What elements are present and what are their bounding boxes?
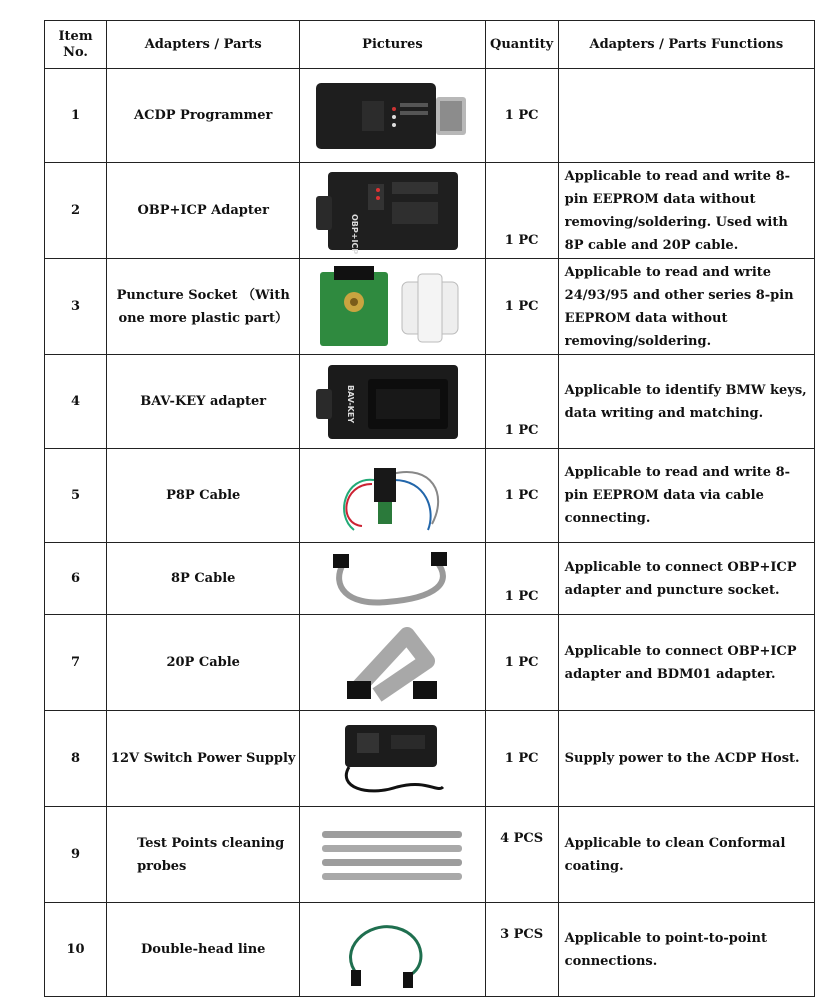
function-text: Applicable to connect OBP+ICP adapter and puncture socket.	[558, 543, 814, 615]
part-name: 12V Switch Power Supply	[107, 711, 300, 807]
quantity: 4 PCS	[485, 807, 558, 903]
part-name: Puncture Socket （With one more plastic part）	[107, 259, 300, 355]
item-number: 8	[45, 711, 107, 807]
item-number: 10	[45, 903, 107, 997]
header-quantity: Quantity	[485, 21, 558, 69]
part-name: 8P Cable	[107, 543, 300, 615]
obp-icp-adapter-image	[312, 168, 472, 254]
function-text: Applicable to clean Conformal coating.	[558, 807, 814, 903]
part-name: 20P Cable	[107, 615, 300, 711]
function-text	[558, 69, 814, 163]
item-number: 5	[45, 449, 107, 543]
table-row	[45, 615, 815, 711]
quantity: 1 PC	[485, 163, 558, 259]
item-number: 1	[45, 69, 107, 163]
table-row	[45, 69, 815, 163]
part-name: OBP+ICP Adapter	[107, 163, 300, 259]
part-name: ACDP Programmer	[107, 69, 300, 163]
item-number: 2	[45, 163, 107, 259]
parts-table	[44, 20, 815, 997]
function-text: Applicable to read and write 8-pin EEPROM data via cable connecting.	[558, 449, 814, 543]
8p-cable-image	[327, 546, 457, 612]
part-name: BAV-KEY adapter	[107, 355, 300, 449]
power-supply-image	[327, 717, 457, 801]
part-picture-cell	[300, 711, 485, 807]
part-picture-cell	[300, 259, 485, 355]
quantity: 3 PCS	[485, 903, 558, 997]
header-pictures: Pictures	[300, 21, 485, 69]
item-number: 7	[45, 615, 107, 711]
table-row	[45, 903, 815, 997]
header-row	[45, 21, 815, 69]
part-picture-cell	[300, 903, 485, 997]
item-number: 3	[45, 259, 107, 355]
double-head-line-image	[337, 910, 447, 990]
cleaning-probes-image	[312, 825, 472, 885]
quantity: 1 PC	[485, 615, 558, 711]
svg-text:OBP+ICP: OBP+ICP	[350, 213, 360, 254]
table-row	[45, 449, 815, 543]
p8p-cable-image	[332, 454, 452, 538]
bav-key-adapter-image	[312, 361, 472, 443]
function-text: Applicable to point-to-point connections.	[558, 903, 814, 997]
part-picture-cell	[300, 807, 485, 903]
20p-cable-image	[337, 621, 447, 705]
puncture-socket-image	[312, 264, 472, 350]
part-picture-cell	[300, 449, 485, 543]
table-row	[45, 355, 815, 449]
table-row	[45, 163, 815, 259]
function-text: Applicable to read and write 24/93/95 and other series 8-pin EEPROM data without removing/soldering.	[558, 259, 814, 355]
table-row	[45, 807, 815, 903]
quantity: 1 PC	[485, 449, 558, 543]
acdp-programmer-image	[312, 79, 472, 153]
quantity: 1 PC	[485, 355, 558, 449]
item-number: 6	[45, 543, 107, 615]
function-text: Applicable to identify BMW keys, data writing and matching.	[558, 355, 814, 449]
part-name: Double-head line	[107, 903, 300, 997]
function-text: Applicable to connect OBP+ICP adapter and BDM01 adapter.	[558, 615, 814, 711]
part-picture-cell	[300, 355, 485, 449]
quantity: 1 PC	[485, 69, 558, 163]
part-picture-cell	[300, 69, 485, 163]
quantity: 1 PC	[485, 543, 558, 615]
table-row	[45, 543, 815, 615]
item-number: 4	[45, 355, 107, 449]
quantity: 1 PC	[485, 259, 558, 355]
quantity: 1 PC	[485, 711, 558, 807]
part-picture-cell	[300, 615, 485, 711]
header-item-no: Item No.	[45, 21, 107, 69]
part-picture-cell	[300, 543, 485, 615]
header-functions: Adapters / Parts Functions	[558, 21, 814, 69]
part-picture-cell	[300, 163, 485, 259]
table-row	[45, 711, 815, 807]
table-row	[45, 259, 815, 355]
item-number: 9	[45, 807, 107, 903]
svg-text:BAV-KEY: BAV-KEY	[346, 384, 356, 423]
function-text: Applicable to read and write 8-pin EEPROM data without removing/soldering. Used with 8P cable and 20P cable.	[558, 163, 814, 259]
part-name: Test Points cleaning probes	[107, 807, 300, 903]
header-parts: Adapters / Parts	[107, 21, 300, 69]
function-text: Supply power to the ACDP Host.	[558, 711, 814, 807]
part-name: P8P Cable	[107, 449, 300, 543]
